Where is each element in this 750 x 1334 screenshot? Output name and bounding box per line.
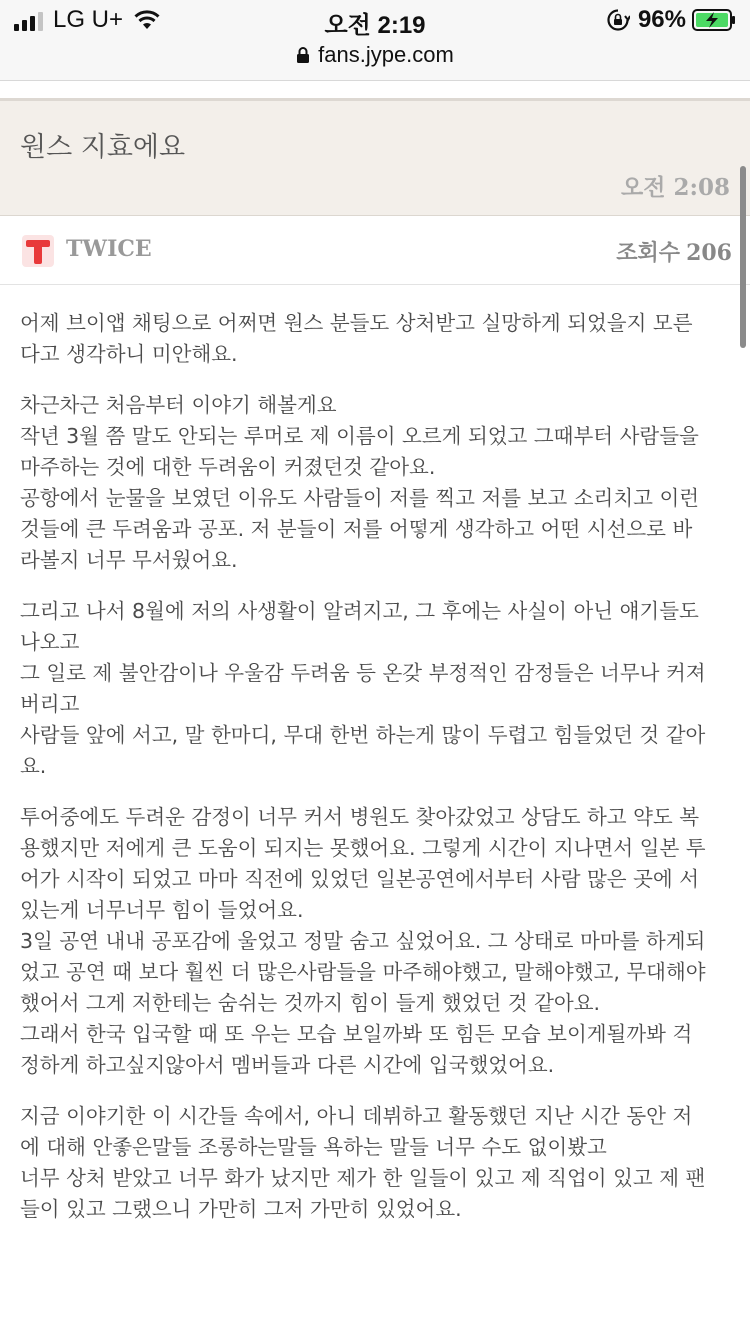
paragraph-line: 3일 공연 내내 공포감에 울었고 정말 숨고 싶었어요. 그 상태로 마마를 하게되 [20,929,706,953]
battery-percent: 96% [637,6,686,33]
paragraph-line: 라볼지 너무 무서웠어요. [20,548,238,572]
post-paragraph [20,308,730,370]
paragraph-line: 그 일로 제 불안감이나 우울감 두려움 등 온갖 부정적인 감정들은 너무나 커져 [20,661,706,685]
url-display[interactable] [0,40,750,70]
paragraph-line: 투어중에도 두려운 감정이 너무 커서 병원도 찾아갔었고 상담도 하고 약도 복 [20,805,700,829]
author-row [0,214,750,285]
paragraph-line: 차근차근 처음부터 이야기 해볼게요 [20,393,337,417]
paragraph-line: 용했지만 저에게 큰 도움이 되지는 못했어요. 그렇게 시간이 지나면서 일본 투 [20,836,706,860]
status-time: 오전 2:19 [324,12,426,39]
view-count [616,236,732,267]
post-paragraph [20,596,730,782]
views-number: 206 [686,240,732,266]
paragraph-line: 했어서 그게 저한테는 숨쉬는 것까지 힘이 들게 했었던 것 같아요. [20,991,601,1015]
paragraph-line: 어가 시작이 되었고 마마 직전에 있었던 일본공연에서부터 사람 많은 곳에 서 [20,867,700,891]
url-text[interactable]: fans.jype.com [318,42,454,67]
post-paragraph [20,1101,730,1225]
padlock-icon [296,46,310,64]
author-name[interactable]: TWICE [66,236,152,262]
paragraph-line: 그리고 나서 8월에 저의 사생활이 알려지고, 그 후에는 사실이 아닌 얘기들도 [20,599,699,623]
paragraph-line: 것들에 큰 두려움과 공포. 저 분들이 저를 어떻게 생각하고 어떤 시선으로 바 [20,517,693,541]
paragraph-line: 사람들 앞에 서고, 말 한마디, 무대 한번 하는게 많이 두렵고 힘들었던 것 같아 [20,723,706,747]
post-header [0,98,750,216]
post-body [20,308,730,1245]
paragraph-line: 지금 이야기한 이 시간들 속에서, 아니 데뷔하고 활동했던 지난 시간 동안 저 [20,1104,693,1128]
paragraph-line: 어제 브이앱 채팅으로 어쩌면 원스 분들도 상처받고 실망하게 되었을지 모른 [20,311,693,335]
rotation-lock-icon [606,8,630,32]
wifi-icon [133,9,161,31]
paragraph-line: 작년 3월 쯤 말도 안되는 루머로 제 이름이 오르게 되었고 그때부터 사람들을 [20,424,699,448]
status-left [14,6,161,34]
twice-logo-icon [20,233,56,269]
signal-strength-icon [14,9,43,31]
paragraph-line: 다고 생각하니 미안해요. [20,342,238,366]
views-label: 조회수 [616,240,681,266]
paragraph-line: 나오고 [20,630,80,654]
paragraph-line: 에 대해 안좋은말들 조롱하는말들 욕하는 말들 너무 수도 없이봤고 [20,1135,607,1159]
paragraph-line: 그래서 한국 입국할 때 또 우는 모습 보일까봐 또 힘든 모습 보이게될까봐 걱 [20,1022,693,1046]
paragraph-line: 었고 공연 때 보다 훨씬 더 많은사람들을 마주해야했고, 말해야했고, 무대해야 [20,960,706,984]
url-bar[interactable] [0,40,750,81]
carrier-name: LG U+ [53,6,124,33]
post-time: 오전 2:08 [621,174,730,201]
paragraph-line: 정하게 하고싶지않아서 멤버들과 다른 시간에 입국했었어요. [20,1053,555,1077]
paragraph-line: 너무 상처 받았고 너무 화가 났지만 제가 한 일들이 있고 제 직업이 있고 제 팬 [20,1166,706,1190]
post-paragraph [20,802,730,1081]
scrollbar-thumb[interactable] [740,166,746,348]
paragraph-line: 있는게 너무너무 힘이 들었어요. [20,898,304,922]
paragraph-line: 마주하는 것에 대한 두려움이 커졌던것 같아요. [20,455,436,479]
paragraph-line: 공항에서 눈물을 보였던 이유도 사람들이 저를 찍고 저를 보고 소리치고 이런 [20,486,700,510]
paragraph-line: 요. [20,754,47,778]
paragraph-line: 버리고 [20,692,80,716]
post-paragraph [20,390,730,576]
status-bar [0,0,750,40]
status-right [606,6,736,34]
paragraph-line: 들이 있고 그랬으니 가만히 그저 가만히 있었어요. [20,1197,462,1221]
battery-charging-icon [692,9,736,31]
post-title: 원스 지효에요 [20,132,186,163]
